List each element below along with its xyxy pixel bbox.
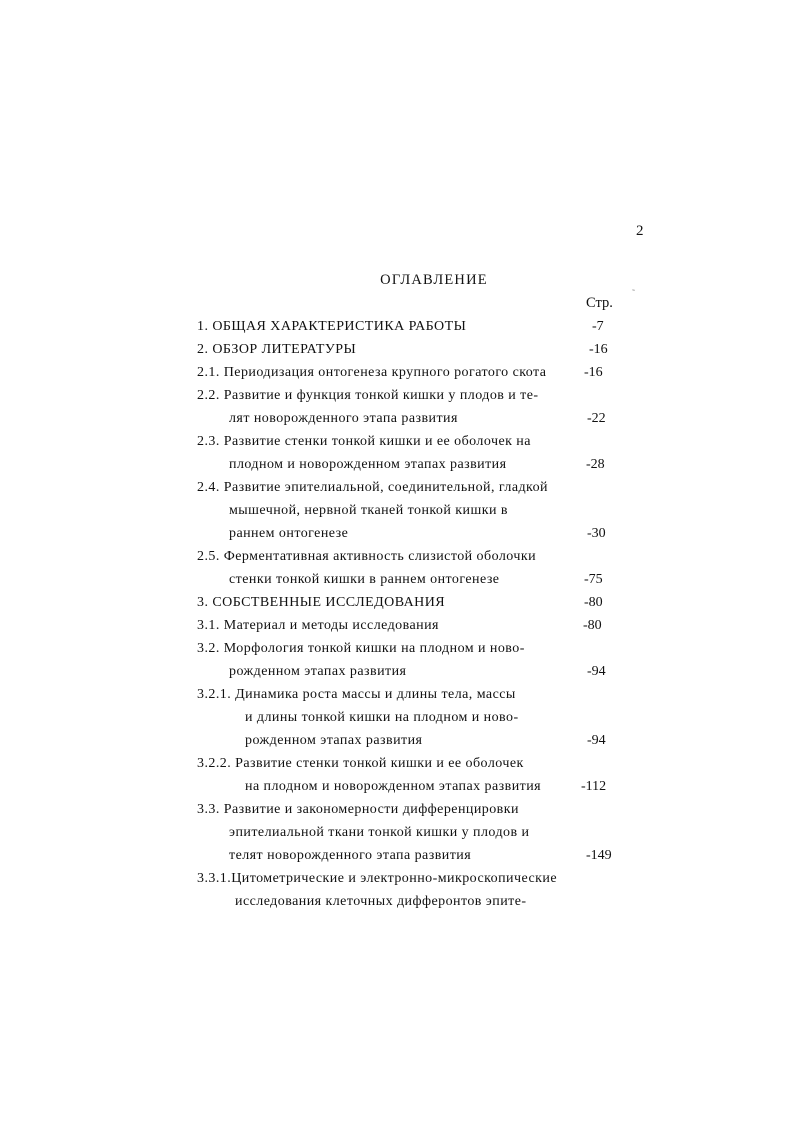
toc-line: 2.5. Ферментативная активность слизистой оболочки	[197, 549, 537, 564]
toc-page: -16	[584, 365, 603, 380]
toc-line: телят новорожденного этапа развития	[229, 848, 472, 863]
toc-line: рожденном этапах развития	[229, 664, 407, 679]
toc-line: 2.2. Развитие и функция тонкой кишки у плодов и те-	[197, 388, 539, 403]
scan-speck: ˷	[632, 281, 635, 291]
toc-line: 2.1. Периодизация онтогенеза крупного рогатого скота	[197, 365, 547, 380]
toc-line: стенки тонкой кишки в раннем онтогенезе	[229, 572, 500, 587]
toc-line: эпителиальной ткани тонкой кишки у плодов и	[229, 825, 530, 840]
toc-line: 2.4. Развитие эпителиальной, соединительной, гладкой	[197, 480, 548, 495]
page-number: 2	[636, 223, 644, 239]
toc-line: мышечной, нервной тканей тонкой кишки в	[229, 503, 508, 518]
toc-page: -30	[587, 526, 606, 541]
toc-line: 3.2.2. Развитие стенки тонкой кишки и ее оболочек	[197, 756, 524, 771]
toc-page: -94	[587, 733, 606, 748]
toc-line: 1. ОБЩАЯ ХАРАКТЕРИСТИКА РАБОТЫ	[197, 319, 467, 334]
toc-line: 3.1. Материал и методы исследования	[197, 618, 439, 633]
toc-page: -112	[581, 779, 607, 794]
toc-line: лят новорожденного этапа развития	[229, 411, 458, 426]
toc-line: 3.2.1. Динамика роста массы и длины тела, массы	[197, 687, 516, 702]
toc-title: ОГЛАВЛЕНИЕ	[380, 272, 488, 288]
toc-page: -28	[586, 457, 605, 472]
toc-line: 3. СОБСТВЕННЫЕ ИССЛЕДОВАНИЯ	[197, 595, 446, 610]
page-column-label: Стр.	[586, 295, 613, 311]
toc-page: -80	[584, 595, 603, 610]
toc-line: 3.3.1.Цитометрические и электронно-микроскопические	[197, 871, 558, 886]
toc-line: 2. ОБЗОР ЛИТЕРАТУРЫ	[197, 342, 357, 357]
toc-page: -22	[587, 411, 606, 426]
toc-line: плодном и новорожденном этапах развития	[229, 457, 507, 472]
toc-line: рожденном этапах развития	[245, 733, 423, 748]
toc-line: раннем онтогенезе	[229, 526, 349, 541]
toc-line: исследования клеточных дифферонтов эпите-	[235, 894, 527, 909]
toc-page: -16	[589, 342, 608, 357]
toc-line: на плодном и новорожденном этапах развития	[245, 779, 542, 794]
toc-page: -149	[586, 848, 612, 863]
toc-page: -80	[583, 618, 602, 633]
toc-page: -7	[592, 319, 604, 334]
toc-line: 2.3. Развитие стенки тонкой кишки и ее оболочек на	[197, 434, 531, 449]
toc-page: -75	[584, 572, 603, 587]
toc-line: 3.3. Развитие и закономерности дифференцировки	[197, 802, 519, 817]
toc-line: и длины тонкой кишки на плодном и ново-	[245, 710, 519, 725]
toc-line: 3.2. Морфология тонкой кишки на плодном и ново-	[197, 641, 525, 656]
toc-page: -94	[587, 664, 606, 679]
